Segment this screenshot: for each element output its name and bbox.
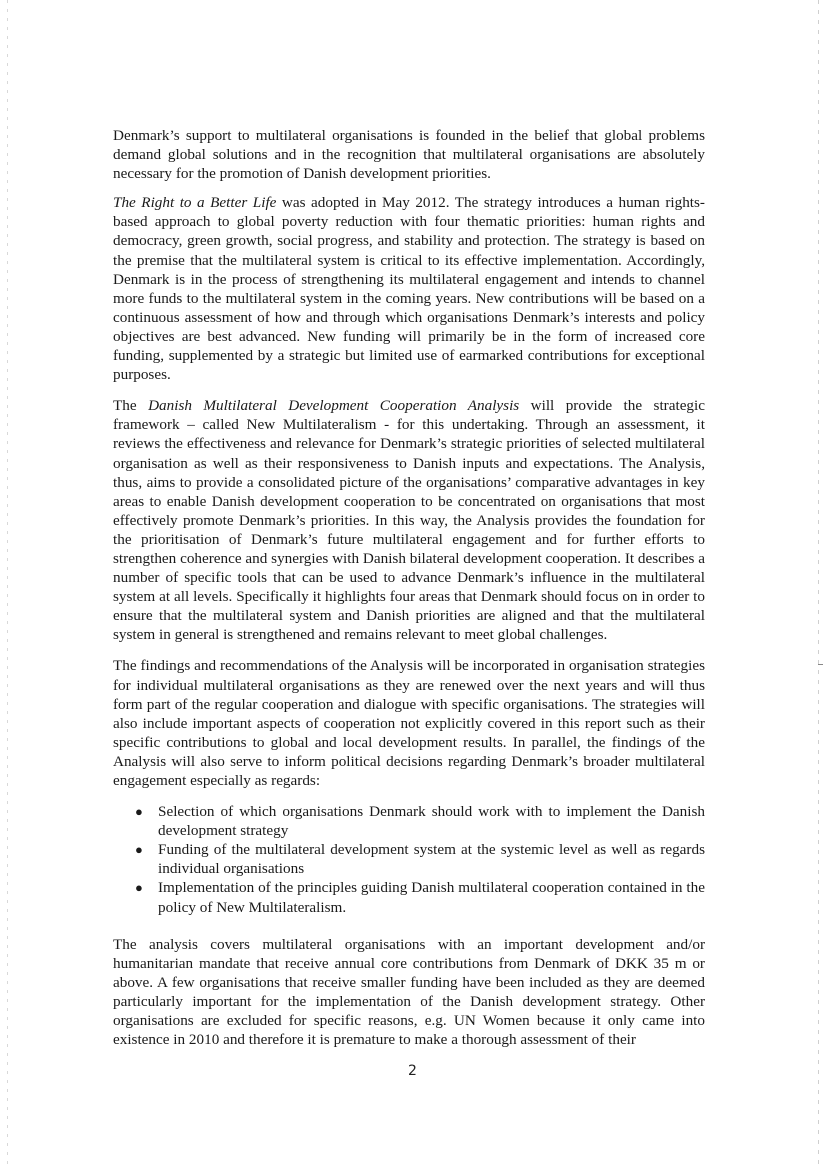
bullet-list (113, 802, 705, 917)
paragraph-coverage: The analysis covers multilateral organisations with an important development and/or humanitarian mandate that receive annual core contributions from Denmark of DKK 35 m or above. A few organisations that receive smaller funding have been included as they are deemed particularly important for the implementation of the Danish development strategy. Other organisations are excluded for specific reasons, e.g. UN Women because it only came into existence in 2010 and therefore it is premature to make a thorough assessment of their (113, 935, 705, 1049)
paragraph-text: will provide the strategic framework – called New Multilateralism - for this undertaking. Through an assessment, it reviews the effectiveness and relevance for Denmark’s strategic priorities of selected multilateral organisation as well as their responsiveness to Danish inputs and expectations. The Analysis, thus, aims to provide a consolidated picture of the organisations’ comparative advantages in key areas to enable Danish development cooperation to be concentrated on organisations that most effectively promote Denmark’s priorities. In this way, the Analysis provides the foundation for the prioritisation of Denmark’s future multilateral engagement and for further efforts to strengthen coherence and synergies with Danish bilateral development cooperation. It describes a number of specific tools that can be used to advance Denmark’s influence in the multilateral system at all levels. Specifically it highlights four areas that Denmark should focus on in order to ensure that the multilateral system and Danish priorities are aligned and that the multilateral system in general is strengthened and remains relevant to meet global challenges. (113, 397, 705, 644)
bullet-icon: ● (135, 842, 143, 858)
analysis-title-italic: Danish Multilateral Development Cooperation Analysis (148, 397, 520, 415)
paragraph-analysis (113, 396, 705, 644)
scan-margin-mark (818, 664, 823, 665)
scan-edge-left (7, 0, 8, 1168)
document-title-italic: The Right to a Better Life (113, 194, 277, 212)
list-item (113, 878, 705, 916)
paragraph-findings: The findings and recommendations of the Analysis will be incorporated in organisation strategies for individual multilateral organisations as they are renewed over the next years and will thus form part of the regular cooperation and dialogue with specific organisations. The strategies will also include important aspects of cooperation not explicitly covered in this report such as their specific contributions to global and local development results. In parallel, the findings of the Analysis will also serve to inform political decisions regarding Denmark’s broader multilateral engagement especially as regards: (113, 657, 705, 789)
list-item-text: Implementation of the principles guiding Danish multilateral cooperation contained in the policy of New Multilateralism. (158, 879, 705, 916)
paragraph-right-to-better-life (113, 193, 705, 384)
scan-edge-right (818, 0, 819, 1168)
paragraph-text: was adopted in May 2012. The strategy introduces a human rights-based approach to global poverty reduction with four thematic priorities: human rights and democracy, green growth, social progress, and stability and protection. The strategy is based on the premise that the multilateral system is critical to its effective implementation. Accordingly, Denmark is in the process of strengthening its multilateral engagement and intends to channel more funds to the multilateral system in the coming years. New contributions will be based on a continuous assessment of how and through which organisations Denmark’s interests and policy objectives are best advanced. New funding will primarily be in the form of increased core funding, supplemented by a strategic but limited use of earmarked contributions for exceptional purposes. (113, 194, 705, 384)
list-item (113, 802, 705, 840)
list-item-text: Selection of which organisations Denmark should work with to implement the Danish development strategy (158, 803, 705, 840)
paragraph-lead: The (113, 397, 149, 415)
body-text (113, 126, 705, 1061)
page-number: 2 (408, 1063, 417, 1079)
paragraph-intro: Denmark’s support to multilateral organisations is founded in the belief that global problems demand global solutions and in the recognition that multilateral organisations are absolutely necessary for the promotion of Danish development priorities. (113, 127, 705, 183)
bullet-icon: ● (135, 804, 143, 820)
list-item-text: Funding of the multilateral development system at the systemic level as well as regards individual organisations (158, 841, 705, 878)
list-item (113, 840, 705, 878)
bullet-icon: ● (135, 880, 143, 896)
